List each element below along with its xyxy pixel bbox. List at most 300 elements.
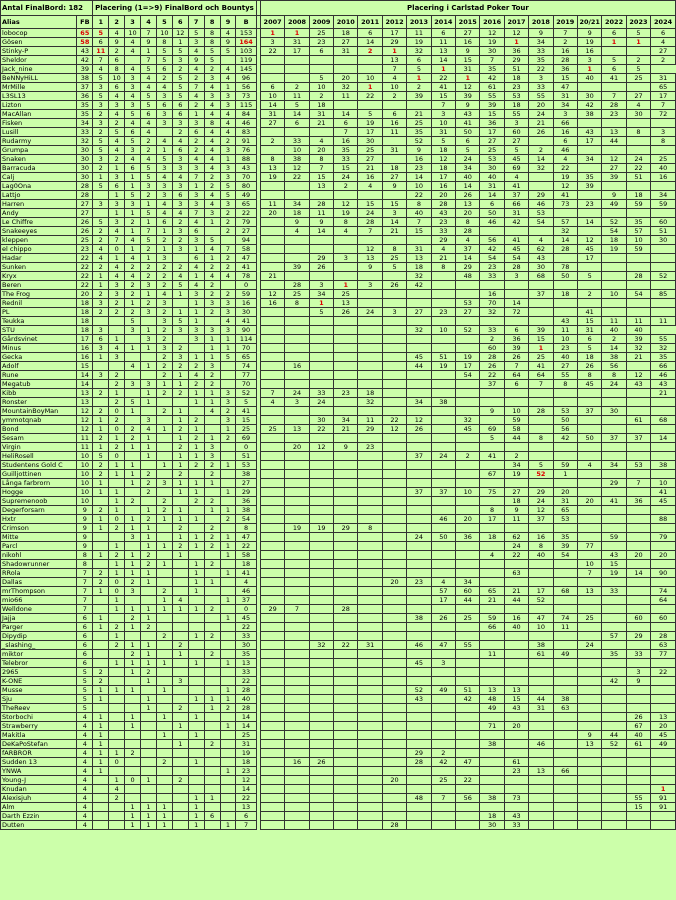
value-cell: 31 [553,92,577,101]
value-cell: 4 [109,785,125,794]
value-cell: 7 [480,56,504,65]
value-cell [504,803,528,812]
value-cell: 2 [93,236,109,245]
value-cell [431,317,455,326]
value-cell: 20 [334,74,358,83]
value-cell [529,452,553,461]
value-cell [382,749,406,758]
value-cell [285,731,309,740]
value-cell [553,659,577,668]
value-cell [260,371,284,380]
value-cell: 4 [109,146,125,155]
value-cell [626,182,650,191]
value-cell [626,533,650,542]
value-cell: 3 [204,209,220,218]
value-cell: 3 [172,119,188,128]
value-cell [260,479,284,488]
value-cell [309,452,333,461]
value-cell [577,488,601,497]
value-cell: 14 [431,56,455,65]
value-cell [480,767,504,776]
value-cell: 1 [456,74,480,83]
value-cell: 11 [602,317,626,326]
value-cell [577,416,601,425]
value-cell [172,749,188,758]
value-cell: 70 [236,344,256,353]
value-cell [172,335,188,344]
alias-cell: BeNNyHiLL [1,74,77,83]
value-cell: 39 [529,326,553,335]
value-cell: 16 [431,182,455,191]
value-cell [358,758,382,767]
value-cell: 8 [529,542,553,551]
value-cell: 1 [141,398,157,407]
value-cell [626,785,650,794]
value-cell [260,497,284,506]
value-cell [431,542,455,551]
value-cell: 10 [309,83,333,92]
value-cell: 52 [456,326,480,335]
value-cell: 7 [188,209,204,218]
value-cell [480,731,504,740]
value-cell [456,767,480,776]
value-cell: 2 [204,308,220,317]
value-cell [382,290,406,299]
value-cell: 2 [431,749,455,758]
value-cell [334,740,358,749]
value-cell: 34 [553,101,577,110]
value-cell: 41 [480,452,504,461]
value-cell [358,335,382,344]
value-cell: 1 [93,740,109,749]
value-cell: 49 [431,686,455,695]
table-row [1,551,676,560]
value-cell [172,785,188,794]
value-cell [382,614,406,623]
value-cell: 2 [220,704,236,713]
value-cell: 1 [220,695,236,704]
value-cell: 6 [431,29,455,38]
alias-cell: ymmotqnab [1,416,77,425]
value-cell [382,479,406,488]
value-cell: 15 [407,227,431,236]
value-cell [602,605,626,614]
value-cell: 2 [553,38,577,47]
value-cell [285,245,309,254]
value-cell: 43 [504,812,528,821]
value-cell [260,443,284,452]
value-cell: 34 [456,164,480,173]
value-cell [125,632,141,641]
value-cell: 2 [285,83,309,92]
value-cell: 1 [125,209,141,218]
value-cell: 6 [577,335,601,344]
value-cell [188,506,204,515]
value-cell: 35 [577,173,601,182]
value-cell: 42 [577,101,601,110]
value-cell: 26 [456,191,480,200]
value-cell [260,632,284,641]
value-cell: 38 [285,155,309,164]
value-cell: 43 [651,380,676,389]
value-cell: 4 [109,92,125,101]
value-cell: 35 [77,110,93,119]
value-cell [553,677,577,686]
value-cell: 1 [93,173,109,182]
value-cell: 7 [431,794,455,803]
value-cell: 11 [504,515,528,524]
value-cell: 28 [334,605,358,614]
value-cell [358,56,382,65]
value-cell: 1 [125,173,141,182]
value-cell [480,668,504,677]
value-cell [577,227,601,236]
value-cell: 15 [529,335,553,344]
value-cell [188,650,204,659]
value-cell: 1 [188,110,204,119]
value-cell: 2 [125,749,141,758]
value-cell [334,272,358,281]
value-cell: 2 [156,362,172,371]
value-cell [141,758,157,767]
value-cell: 0 [236,605,256,614]
value-cell [553,794,577,803]
value-cell: 4 [141,74,157,83]
value-cell [358,623,382,632]
value-cell [358,470,382,479]
value-cell: 14 [358,38,382,47]
value-cell: 9 [407,146,431,155]
value-cell: 27 [602,164,626,173]
value-cell: 2 [220,434,236,443]
value-cell: 3 [125,326,141,335]
value-cell [504,524,528,533]
table-row [1,560,676,569]
value-cell [309,335,333,344]
value-cell: 1 [156,227,172,236]
value-cell [602,758,626,767]
value-cell: 78 [553,263,577,272]
value-cell [529,785,553,794]
value-cell [309,767,333,776]
value-cell: 47 [236,254,256,263]
value-cell: 3 [93,344,109,353]
value-cell: 40 [480,173,504,182]
value-cell: 1 [109,749,125,758]
value-cell: 6 [553,137,577,146]
value-cell [220,470,236,479]
alias-cell: Sheldor [1,56,77,65]
value-cell: 5 [529,461,553,470]
value-cell [602,254,626,263]
value-cell: 2 [141,470,157,479]
value-cell [156,470,172,479]
value-cell: 5 [577,344,601,353]
value-cell [220,578,236,587]
value-cell: 49 [236,191,256,200]
value-cell [334,695,358,704]
value-cell: 1 [188,452,204,461]
value-cell [220,677,236,686]
value-cell [358,506,382,515]
value-cell: 5 [382,263,406,272]
value-cell: 61 [480,83,504,92]
value-cell: 29 [309,254,333,263]
value-cell: 3 [504,272,528,281]
value-cell: 1 [93,416,109,425]
value-cell [285,353,309,362]
value-cell [358,452,382,461]
value-cell [577,776,601,785]
value-cell: 38 [77,74,93,83]
value-cell [334,326,358,335]
value-cell [334,245,358,254]
value-cell: 31 [236,740,256,749]
value-cell [260,785,284,794]
value-cell: 10 [504,407,528,416]
value-cell: 5 [431,137,455,146]
value-cell: 9 [456,47,480,56]
value-cell: 1 [109,209,125,218]
value-cell [480,659,504,668]
value-cell: 38 [431,398,455,407]
value-cell: 22 [626,164,650,173]
value-cell [109,704,125,713]
alias-cell: Crimson [1,524,77,533]
value-cell: 2 [109,641,125,650]
value-cell: 10 [77,470,93,479]
value-cell: 11 [651,317,676,326]
value-cell [431,740,455,749]
value-cell: 1 [141,695,157,704]
value-cell: 0 [109,407,125,416]
value-cell [577,506,601,515]
col-2018: 2018 [529,16,553,29]
value-cell: 74 [553,614,577,623]
value-cell: 27 [382,173,406,182]
value-cell: 42 [77,56,93,65]
value-cell [529,776,553,785]
value-cell: 5 [172,317,188,326]
value-cell: 11 [260,200,284,209]
value-cell: 73 [553,200,577,209]
value-cell: 7 [358,227,382,236]
value-cell [407,335,431,344]
value-cell [504,641,528,650]
value-cell: 8 [577,371,601,380]
value-cell [285,668,309,677]
value-cell: 13 [358,254,382,263]
value-cell [480,479,504,488]
value-cell: 14 [456,182,480,191]
value-cell [93,641,109,650]
value-cell: 1 [220,425,236,434]
value-cell [480,632,504,641]
value-cell: 22 [504,551,528,560]
table-row [1,776,676,785]
value-cell: 1 [172,479,188,488]
value-cell: 12 [236,776,256,785]
value-cell: 1 [125,443,141,452]
value-cell: 8 [480,506,504,515]
value-cell [220,776,236,785]
value-cell [456,524,480,533]
value-cell: 1 [93,731,109,740]
value-cell: 1 [125,182,141,191]
value-cell [382,533,406,542]
value-cell: 28 [236,686,256,695]
value-cell: 32 [358,398,382,407]
value-cell: 23 [77,245,93,254]
value-cell: 2 [125,425,141,434]
value-cell: 54 [456,371,480,380]
value-cell: 7 [141,29,157,38]
value-cell: 41 [504,182,528,191]
value-cell: 2 [141,272,157,281]
value-cell [109,767,125,776]
value-cell: 15 [358,200,382,209]
value-cell: 22 [236,794,256,803]
value-cell [529,398,553,407]
value-cell [109,803,125,812]
alias-cell: miktor [1,650,77,659]
value-cell [204,686,220,695]
value-cell: 1 [141,569,157,578]
value-cell: 6 [77,632,93,641]
value-cell: 24 [456,155,480,164]
value-cell: 23 [236,767,256,776]
value-cell: 28 [407,758,431,767]
value-cell [358,587,382,596]
value-cell: 1 [125,623,141,632]
value-cell: 0 [109,245,125,254]
value-cell: 78 [236,272,256,281]
value-cell [382,326,406,335]
value-cell: 15 [236,416,256,425]
value-cell: 3 [109,200,125,209]
value-cell [529,569,553,578]
col-4: 4 [141,16,157,29]
value-cell [172,794,188,803]
value-cell [334,731,358,740]
value-cell [382,371,406,380]
value-cell: 12 [504,29,528,38]
value-cell [188,767,204,776]
value-cell: 20 [553,488,577,497]
value-cell: 1 [204,794,220,803]
col-2023: 2023 [626,16,650,29]
value-cell: 1 [553,470,577,479]
value-cell: 55 [504,110,528,119]
value-cell [172,731,188,740]
value-cell [577,677,601,686]
value-cell: 44 [602,731,626,740]
alias-cell: Darth Ezzin [1,812,77,821]
value-cell: 25 [236,425,256,434]
value-cell [260,227,284,236]
value-cell [456,803,480,812]
value-cell: 1 [220,335,236,344]
alias-cell: Lag0Ona [1,182,77,191]
value-cell: 1 [188,578,204,587]
value-cell: 1 [109,506,125,515]
value-cell [358,191,382,200]
value-cell [358,776,382,785]
value-cell [109,722,125,731]
value-cell [651,623,676,632]
value-cell [204,668,220,677]
value-cell [626,209,650,218]
value-cell: 65 [236,200,256,209]
table-row [1,425,676,434]
value-cell [407,101,431,110]
value-cell [260,623,284,632]
value-cell: 2 [188,137,204,146]
value-cell [309,236,333,245]
value-cell [334,488,358,497]
value-cell [172,578,188,587]
table-row [1,29,676,38]
value-cell: 1 [172,407,188,416]
value-cell: 3 [172,200,188,209]
value-cell [141,722,157,731]
value-cell: 30 [358,137,382,146]
value-cell [407,407,431,416]
value-cell: 2 [93,290,109,299]
value-cell [431,497,455,506]
value-cell [626,776,650,785]
value-cell: 8 [553,380,577,389]
value-cell [651,704,676,713]
value-cell [553,389,577,398]
value-cell: 12 [626,371,650,380]
value-cell [125,596,141,605]
value-cell [431,506,455,515]
value-cell [382,488,406,497]
value-cell: 3 [141,380,157,389]
table-row [1,110,676,119]
value-cell: 1 [93,443,109,452]
value-cell: 55 [651,335,676,344]
value-cell: 22 [334,641,358,650]
value-cell: 14 [480,191,504,200]
alias-cell: Rune [1,371,77,380]
value-cell [125,353,141,362]
value-cell [156,785,172,794]
value-cell: 2 [204,605,220,614]
value-cell: 91 [651,794,676,803]
value-cell [382,704,406,713]
value-cell: 1 [93,281,109,290]
value-cell: 43 [77,47,93,56]
value-cell: 2 [93,677,109,686]
value-cell [156,128,172,137]
value-cell: 6 [109,56,125,65]
value-cell [529,812,553,821]
value-cell [358,317,382,326]
value-cell: 5 [156,47,172,56]
value-cell: 2 [93,308,109,317]
value-cell: 4 [172,209,188,218]
value-cell [125,506,141,515]
value-cell: 1 [220,533,236,542]
value-cell: 8 [529,434,553,443]
value-cell [602,146,626,155]
value-cell: 8 [77,551,93,560]
value-cell: 19 [309,524,333,533]
value-cell: 22 [651,668,676,677]
value-cell [358,704,382,713]
